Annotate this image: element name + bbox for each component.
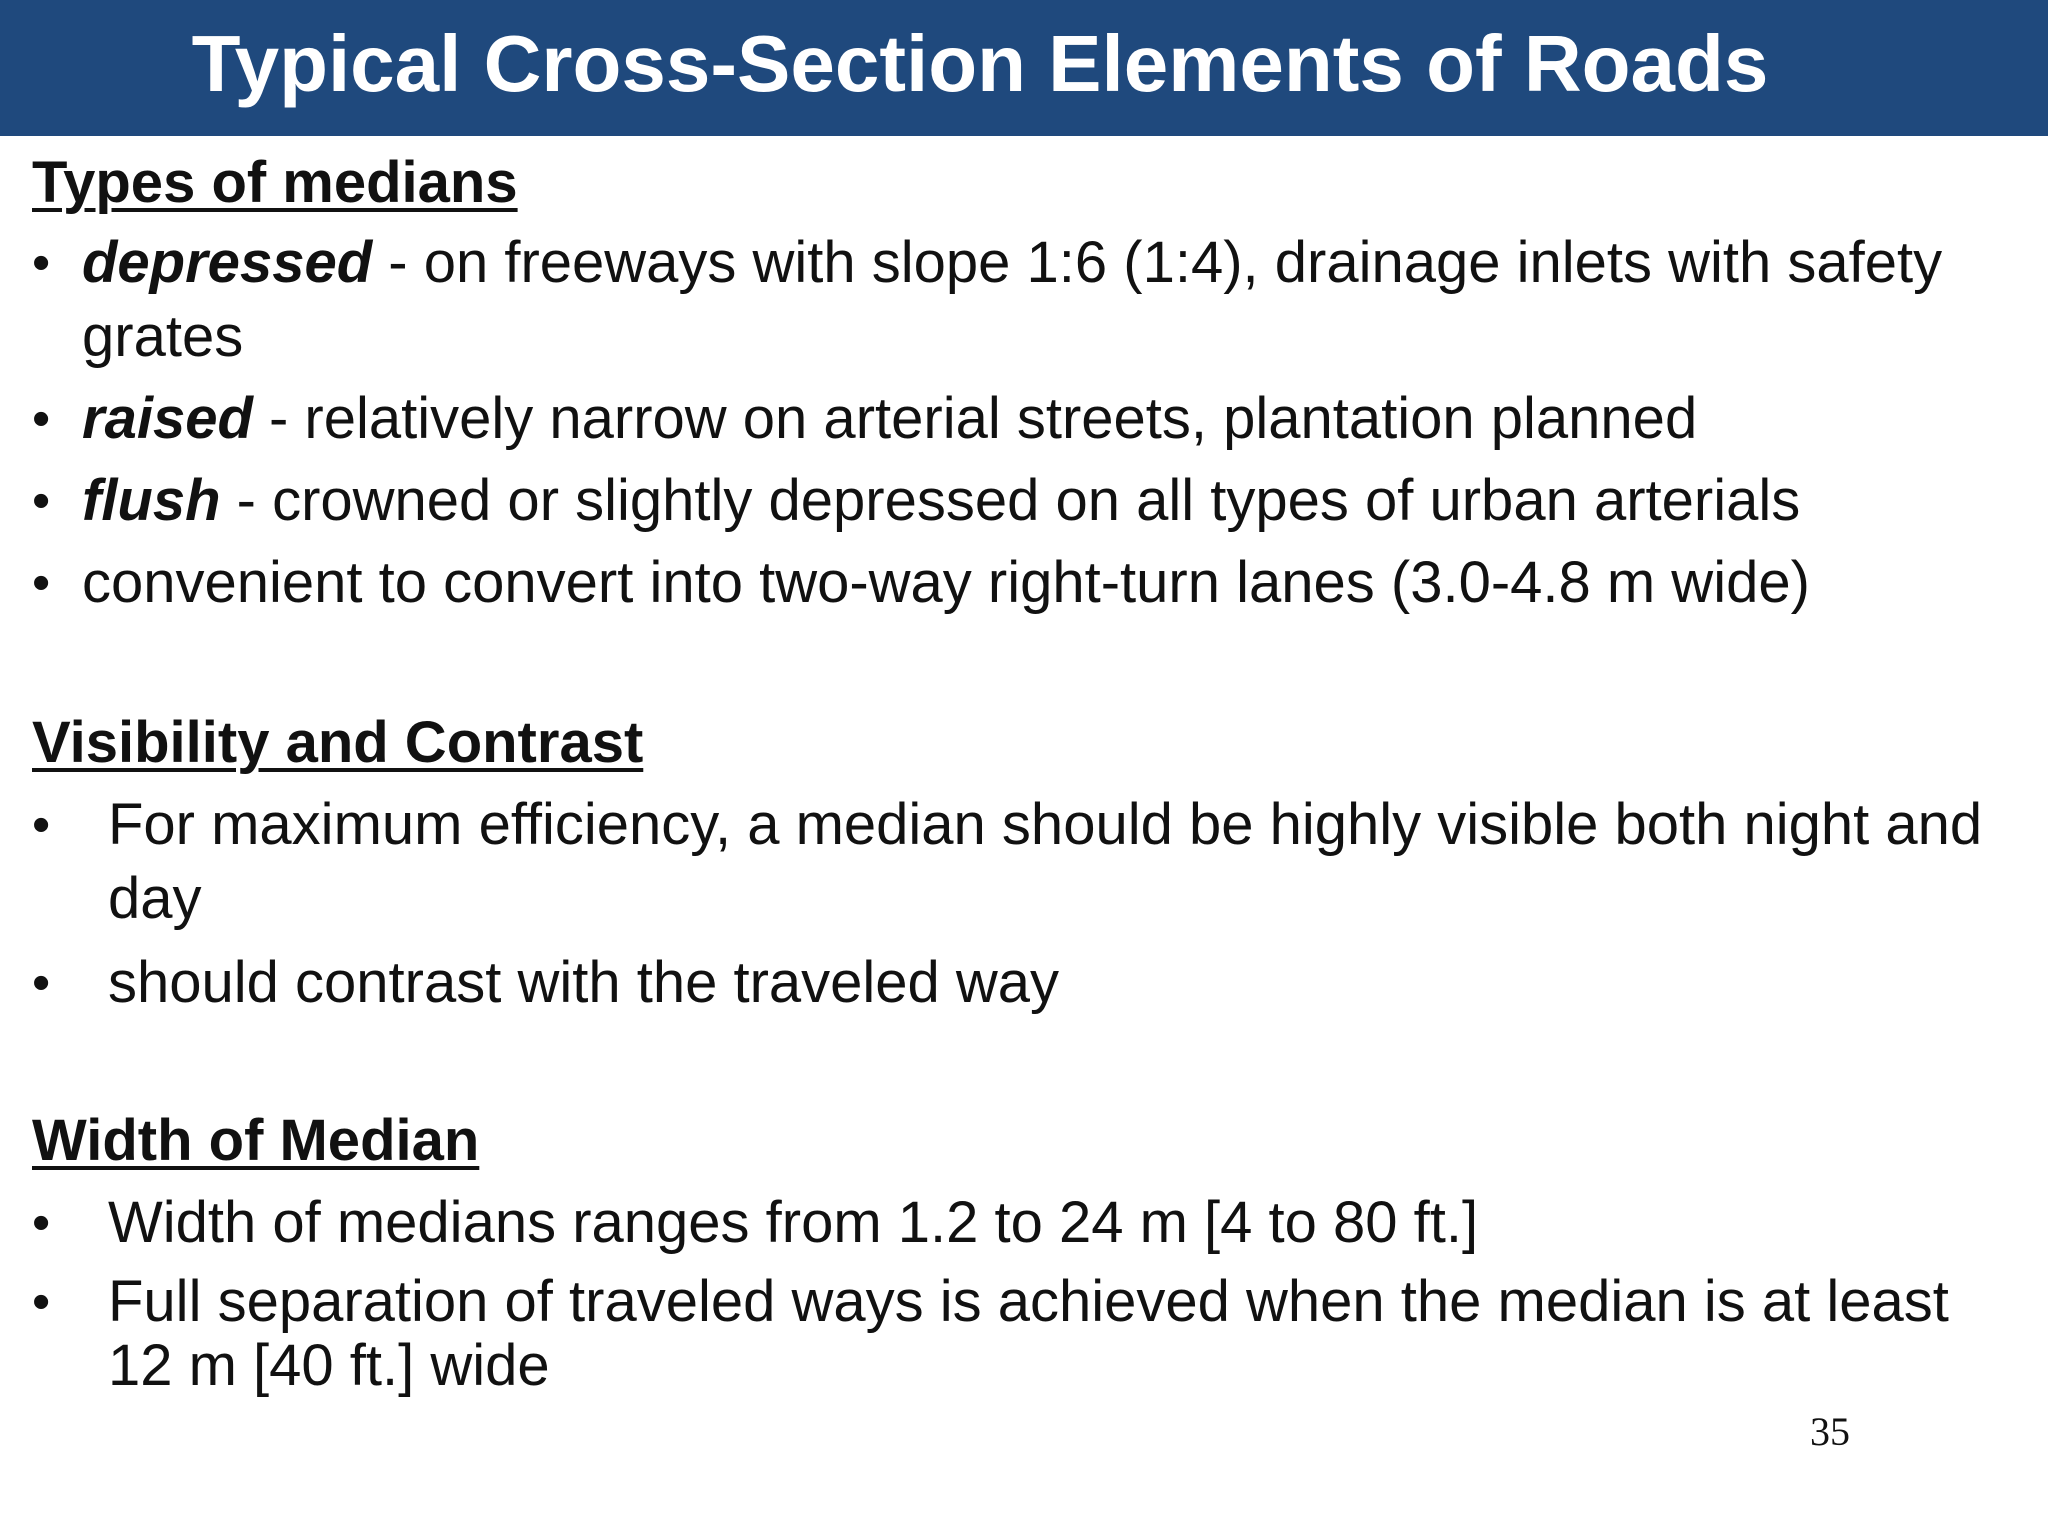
list-item-text: should contrast with the traveled way	[108, 950, 1060, 1015]
list-item-text: - relatively narrow on arterial streets, plantation planned	[252, 386, 1698, 451]
list-item-text: - on freeways with slope 1:6 (1:4), drainage inlets with safety grates	[82, 230, 1943, 369]
page-number: 35	[1810, 1409, 1850, 1454]
list-item-text: convenient to convert into two-way right-turn lanes (3.0-4.8 m wide)	[82, 550, 1810, 615]
bullet-icon: •	[32, 796, 51, 854]
list-item-text: For maximum efficiency, a median should be highly visible both night and day	[108, 792, 1983, 931]
bullet-icon: •	[32, 390, 51, 448]
slide-title: Typical Cross-Section Elements of Roads	[191, 19, 1769, 108]
bullet-icon: •	[32, 1194, 51, 1252]
bullet-list	[32, 226, 2022, 620]
section-heading: Types of medians	[32, 150, 518, 215]
bullet-icon: •	[32, 234, 51, 292]
bullet-list	[32, 1186, 2022, 1398]
list-item-text: Full separation of traveled ways is achieved when the median is at least 12 m [40 ft.] wide	[108, 1269, 1949, 1398]
list-item	[32, 546, 2022, 620]
list-item	[32, 788, 2022, 936]
list-item-text: Width of medians ranges from 1.2 to 24 m [4 to 80 ft.]	[108, 1190, 1479, 1255]
bullet-icon: •	[32, 554, 51, 612]
list-item	[32, 1186, 2022, 1260]
list-item	[32, 226, 2022, 374]
bullet-icon: •	[32, 472, 51, 530]
bullet-list	[32, 788, 2022, 1020]
list-item	[32, 464, 2022, 538]
title-bar	[0, 0, 2048, 136]
section-heading: Visibility and Contrast	[32, 710, 644, 775]
section-heading: Width of Median	[32, 1108, 480, 1173]
section-types-of-medians	[32, 148, 2022, 620]
bullet-icon: •	[32, 1273, 51, 1331]
median-type-term: raised	[82, 386, 253, 451]
list-item	[32, 946, 2022, 1020]
section-width-of-median	[32, 1106, 2022, 1398]
list-item	[32, 1270, 2022, 1398]
median-type-term: flush	[82, 468, 221, 533]
bullet-icon: •	[32, 954, 51, 1012]
list-item-text: - crowned or slightly depressed on all types of urban arterials	[220, 468, 1801, 533]
section-visibility-and-contrast	[32, 708, 2022, 1020]
list-item	[32, 382, 2022, 456]
median-type-term: depressed	[82, 230, 373, 295]
